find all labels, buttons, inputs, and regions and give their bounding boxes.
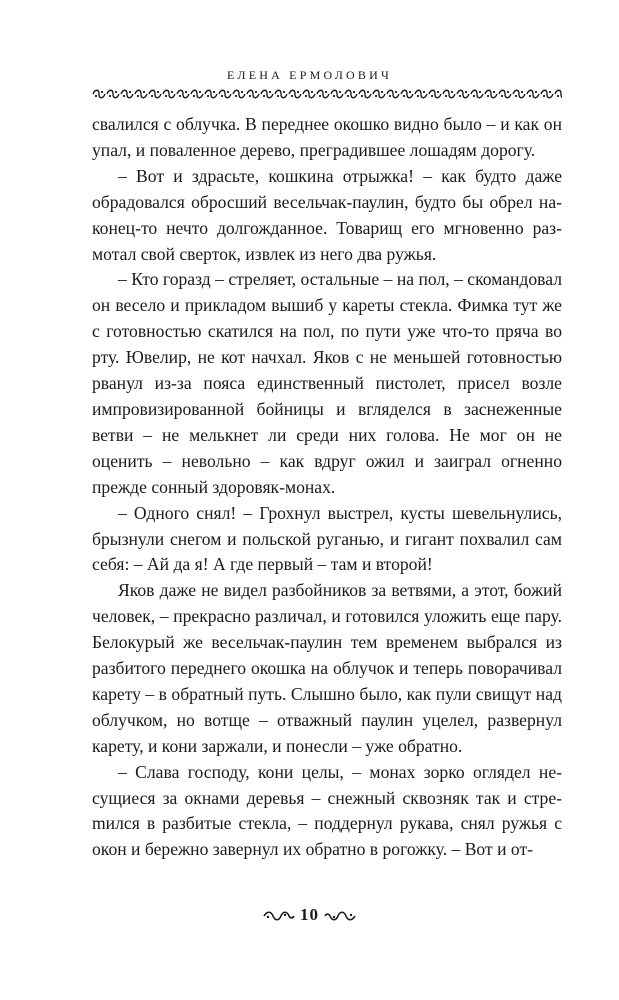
page-number: 10 [300, 905, 319, 924]
header-ornament-border [92, 87, 562, 101]
footer-ornament-right-icon [323, 910, 357, 922]
paragraph: – Кто горазд – стреляет, остальные – на пол, – скомандовал он весело и прикладом вышиб у кареты стекла. Фимка тут же с готовностью скатился на пол, по пути уже что-то пряча во рту. Ювелир, не кот начхал. Яков с не меньшей готовностью рванул из-за пояса единственный пистолет, присел возле импровизированной бойницы и вгляделся в заснеженные ветви – не мелькнет ли среди них голова. Не мог он не оценить – невольно – как вдруг ожил и заиграл огненно прежде сонный здоровяк-монах. [92, 269, 562, 497]
paragraph: – Одного снял! – Грохнул выстрел, кусты шевельнулись, брызнули снегом и польской руганью, и гигант похвалил сам себя: – Ай да я! А где первый – там и второй! [92, 502, 562, 575]
paragraph: – Слава господу, кони целы, – монах зорко оглядел несущиеся за окнами деревья – снежный сквозняк так и стреmился в разбитые стекла, – поддернул рукава, снял ружья с окон и бережно завернул их обратно в рогожку. – Вот и от- [92, 761, 562, 860]
page-body-text [92, 112, 562, 863]
page-footer [0, 905, 619, 927]
paragraph: Яков даже не видел разбойников за ветвями, а этот, божий человек, – прекрасно различал, и готовился уложить еще пару. Белокурый же весельчак-паулин тем временем выбрался из разбитого переднего окошка на облучок и теперь поворачивал карету – в обратный путь. Слышно было, как пули свищут над облучком, но вотще – отважный паулин уцелел, развернул карету, и кони заржали, и понесли – уже обратно. [92, 580, 562, 756]
footer-ornament-left-icon [262, 910, 296, 922]
paragraph: – Вот и здрасьте, кошкина отрыжка! – как будто даже обрадовался обросший весельчак-паулин, будто бы обрел наконец-то нечто долгожданное. Товарищ его мгновенно размотал свой сверток, извлек из него два ружья. [92, 165, 562, 264]
running-header-author: ЕЛЕНА ЕРМОЛОВИЧ [227, 68, 392, 82]
paragraph: свалился с облучка. В переднее окошко видно было – и как он упал, и поваленное дерево, преградившее лошадям дорогу. [92, 114, 562, 160]
